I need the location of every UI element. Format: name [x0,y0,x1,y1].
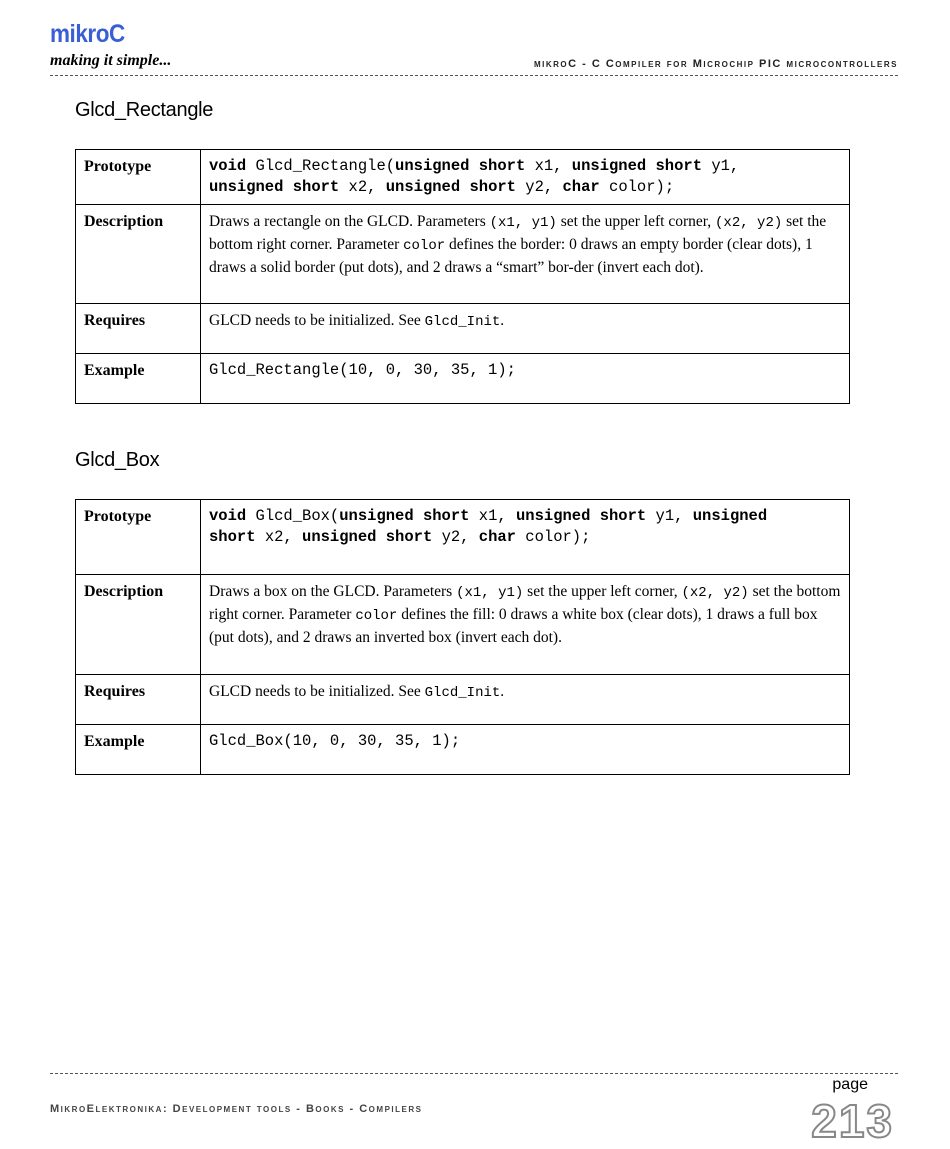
inline-code: (x1, y1) [456,585,524,601]
code-text: color); [599,178,675,196]
description-fragment: set the bottom right corner. Parameter [209,583,841,623]
prototype-label: Prototype [76,500,201,575]
inline-code: (x1, y1) [489,215,557,231]
requires-label: Requires [76,304,201,354]
code-text: x2, [339,178,386,196]
description-row [76,575,850,675]
description-fragment: set the upper left corner, [523,583,682,600]
code-text: color); [516,528,591,546]
keyword: char [478,528,516,546]
mikroc-logo: mikroC [50,20,125,48]
keyword: unsigned short [385,178,516,196]
inline-code: (x2, y2) [715,215,783,231]
keyword: unsigned short [515,507,647,525]
example-row [76,725,850,775]
description-fragment: Draws a rectangle on the GLCD. Parameters [209,213,490,230]
keyword: char [562,178,600,196]
code-text: y1, [646,507,693,525]
description-label: Description [76,575,201,675]
keyword: unsigned short [571,157,703,175]
page-number: 213 [811,1095,894,1147]
code-text: x1, [469,507,516,525]
keyword: void [209,507,247,525]
description-text [201,205,850,304]
keyword: unsigned [692,507,768,525]
footer-divider [50,1073,898,1074]
example-code: Glcd_Rectangle(10, 0, 30, 35, 1); [201,354,850,404]
inline-code: color [403,238,446,254]
description-row [76,205,850,304]
section-title-glcd-rectangle: Glcd_Rectangle [75,99,214,121]
example-row [76,354,850,404]
footer-publisher: MikroElektronika: Development tools - Books - Compilers [50,1103,423,1115]
code-text: x2, [255,528,303,546]
description-text [201,575,850,675]
requires-row [76,675,850,725]
description-fragment: defines the border: 0 draws an empty border (clear dots), 1 draws a solid border (put dots), and 2 draws a “smart” bor-der (invert each dot). [209,236,813,276]
description-fragment: set the upper left corner, [556,213,716,230]
prototype-row [76,500,850,575]
example-label: Example [76,725,201,775]
header-title: mikroC - C Compiler for Microchip PIC microcontrollers [533,58,898,70]
requires-row [76,304,850,354]
description-fragment: defines the fill: 0 draws a white box (clear dots), 1 draws a full box (put dots), and 2 draws an inverted box (invert each dot). [209,606,818,646]
keyword: unsigned short [209,178,340,196]
prototype-code [201,150,850,205]
glcd-init-reference: Glcd_Init [424,685,501,701]
code-text: x1, [525,157,572,175]
description-fragment: Draws a box on the GLCD. Parameters [209,583,457,600]
glcd-box-table [75,499,850,775]
header-divider [50,75,898,76]
description-fragment: set the bottom right corner. Parameter [209,213,827,253]
tagline: making it simple... [50,52,172,69]
keyword: unsigned short [339,507,470,525]
code-text: Glcd_Box( [246,507,340,525]
requires-text: GLCD needs to be initialized. See Glcd_Init. [201,304,850,354]
code-text: y1, [702,157,740,175]
inline-code: color [355,608,398,624]
example-code: Glcd_Box(10, 0, 30, 35, 1); [201,725,850,775]
description-label: Description [76,205,201,304]
example-label: Example [76,354,201,404]
code-text: y2, [432,528,479,546]
prototype-code [201,500,850,575]
section-title-glcd-box: Glcd_Box [75,449,160,471]
requires-text: GLCD needs to be initialized. See Glcd_Init. [201,675,850,725]
keyword: void [209,157,247,175]
keyword: unsigned short [302,528,433,546]
prototype-row [76,150,850,205]
keyword: unsigned short [395,157,526,175]
page-label: page [832,1076,868,1093]
keyword: short [209,528,256,546]
code-text: Glcd_Rectangle( [246,157,396,175]
requires-label: Requires [76,675,201,725]
code-text: y2, [515,178,563,196]
glcd-rectangle-table [75,149,850,404]
glcd-init-reference: Glcd_Init [424,314,501,330]
inline-code: (x2, y2) [681,585,749,601]
prototype-label: Prototype [76,150,201,205]
